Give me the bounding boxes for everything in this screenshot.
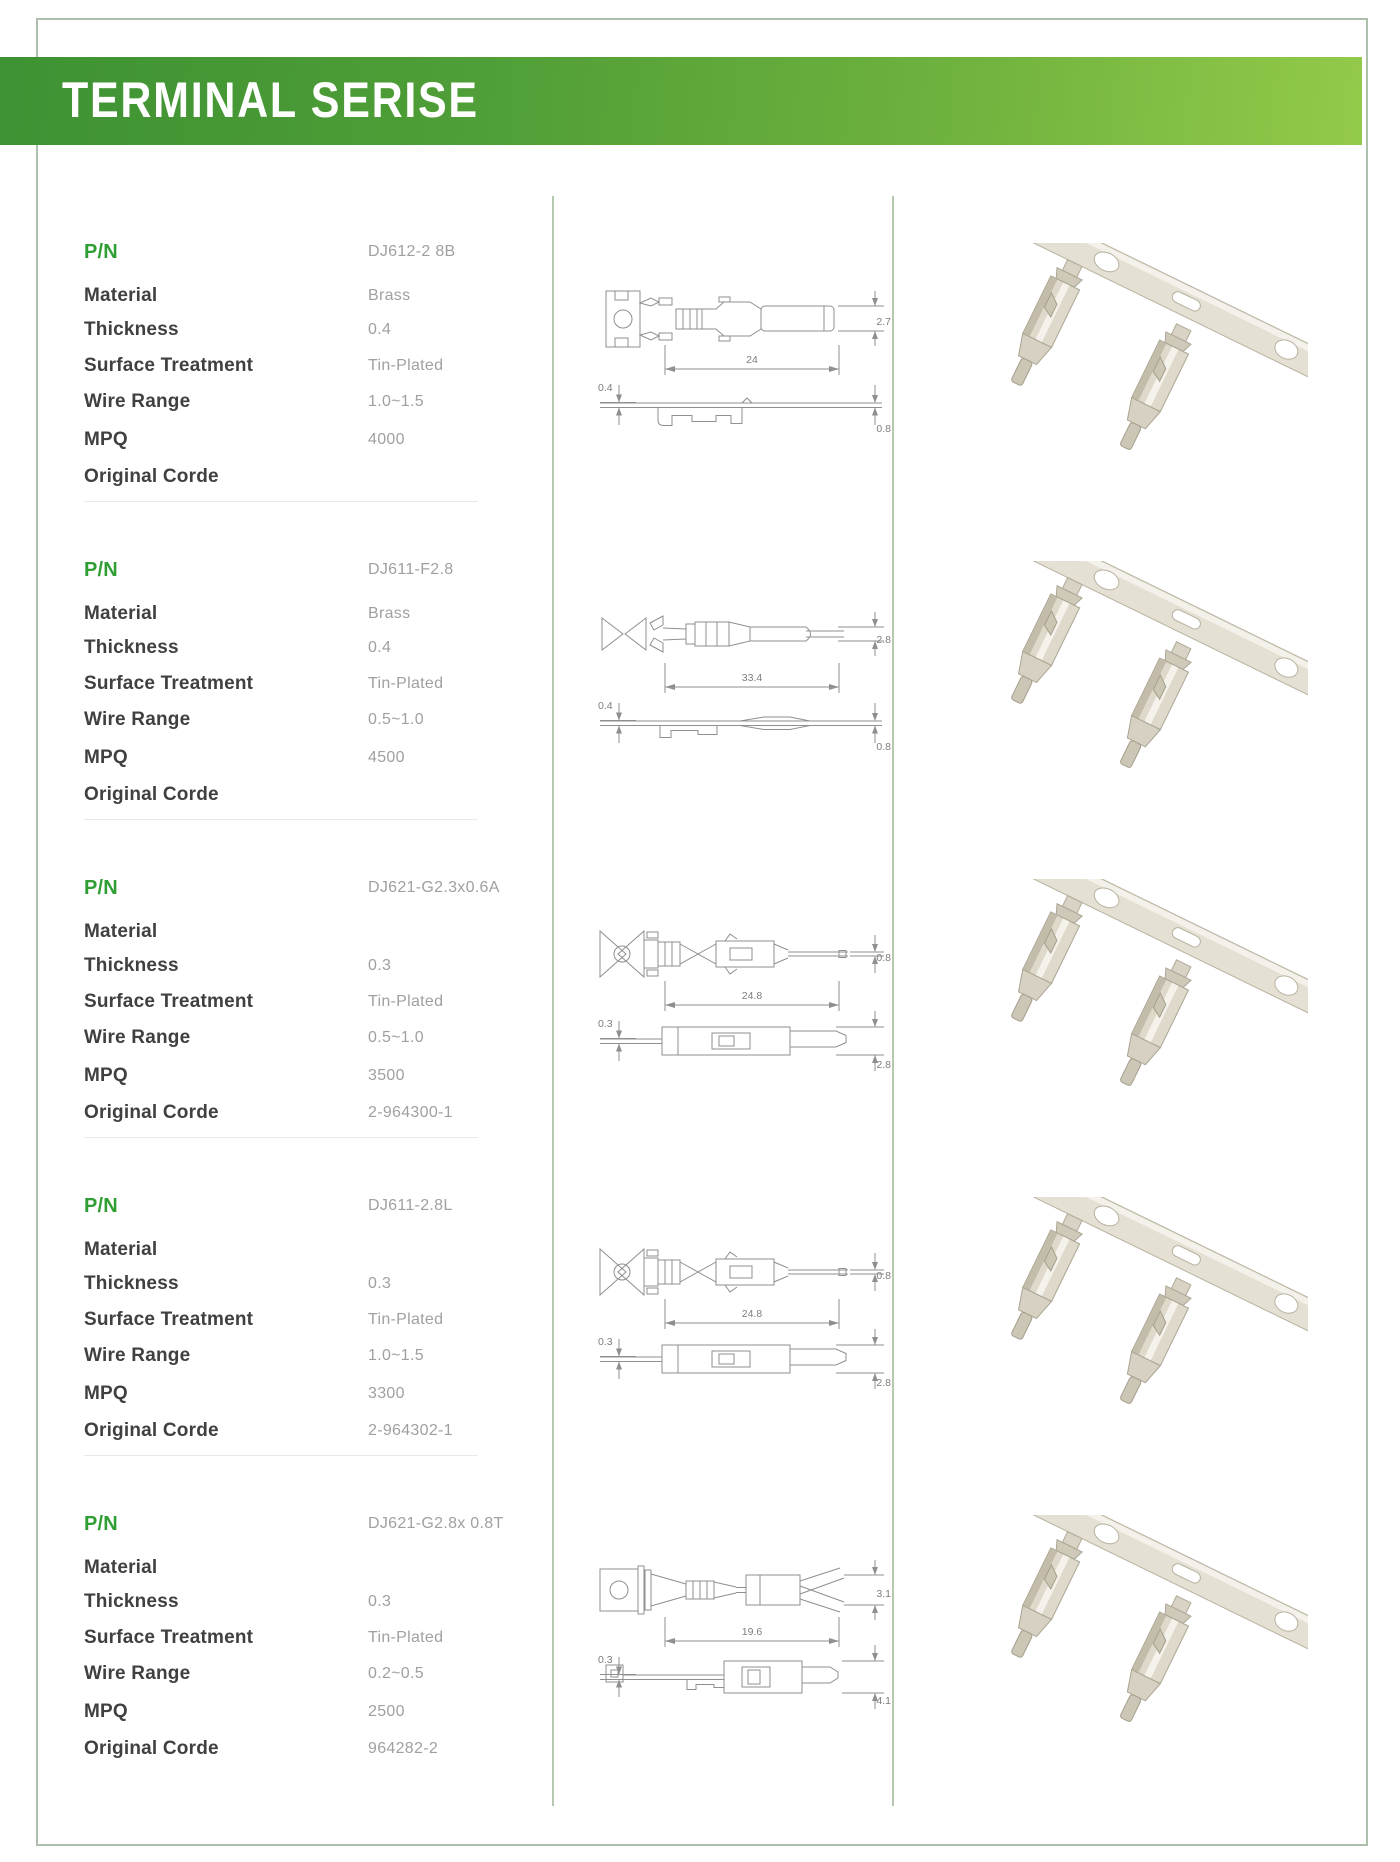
original-corde-label: Original Corde [84, 784, 219, 805]
surface-treatment-value: Tin-Plated [368, 357, 444, 374]
surface-treatment-value: Tin-Plated [368, 675, 444, 692]
thickness-label: Thickness [84, 319, 179, 340]
wire-range-value: 0.5~1.0 [368, 1029, 424, 1046]
dim-side-height: 2.8 [876, 1059, 891, 1071]
material-label: Material [84, 285, 158, 306]
dimension-annotations [598, 1588, 891, 1707]
original-corde-label: Original Corde [84, 1102, 219, 1123]
thickness-label: Thickness [84, 1591, 179, 1612]
wire-range-value: 1.0~1.5 [368, 1347, 424, 1364]
thickness-value: 0.3 [368, 1275, 392, 1292]
pn-label: P/N [84, 1513, 118, 1535]
dimension-annotations [598, 1270, 891, 1389]
dim-stock-thickness: 0.3 [598, 1654, 613, 1666]
thickness-value: 0.3 [368, 957, 392, 974]
pn-label: P/N [84, 241, 118, 263]
dim-top-height: 0.8 [876, 1270, 891, 1282]
mpq-value: 4000 [368, 431, 405, 448]
wire-range-value: 1.0~1.5 [368, 393, 424, 410]
surface-treatment-label: Surface Treatment [84, 1309, 254, 1330]
product-section [0, 1477, 1400, 1795]
original-corde-value: 2-964302-1 [368, 1422, 453, 1439]
product-photo [963, 879, 1308, 1147]
pn-value: DJ621-G2.8x 0.8T [368, 1515, 504, 1532]
mpq-label: MPQ [84, 1701, 128, 1722]
page-title: TERMINAL SERISE [62, 71, 479, 128]
pn-value: DJ621-G2.3x0.6A [368, 879, 500, 896]
wire-range-label: Wire Range [84, 1027, 191, 1048]
original-corde-value: 2-964300-1 [368, 1104, 453, 1121]
material-label: Material [84, 603, 158, 624]
product-photo [963, 1197, 1308, 1465]
pn-value: DJ612-2 8B [368, 243, 456, 260]
dim-overall-length: 24.8 [741, 1308, 763, 1320]
dim-stock-thickness: 0.3 [598, 1018, 613, 1030]
product-photo [963, 561, 1308, 829]
wire-range-label: Wire Range [84, 1345, 191, 1366]
technical-drawing [592, 1557, 894, 1717]
thickness-value: 0.4 [368, 321, 392, 338]
mpq-value: 2500 [368, 1703, 405, 1720]
dim-side-height: 2.8 [876, 1377, 891, 1389]
material-label: Material [84, 1557, 158, 1578]
sections-list [0, 205, 1400, 1795]
pn-value: DJ611-F2.8 [368, 561, 454, 578]
product-photo [963, 1515, 1308, 1783]
wire-range-value: 0.5~1.0 [368, 711, 424, 728]
title-banner [0, 57, 1362, 145]
material-label: Material [84, 921, 158, 942]
dim-side-height: 4.1 [876, 1695, 891, 1707]
wire-range-label: Wire Range [84, 391, 191, 412]
dim-top-height: 0.8 [876, 952, 891, 964]
mpq-label: MPQ [84, 429, 128, 450]
mpq-value: 4500 [368, 749, 405, 766]
dimension-annotations [598, 316, 891, 435]
dim-stock-thickness: 0.4 [598, 382, 613, 394]
dim-top-height: 2.8 [876, 634, 891, 646]
section-divider [84, 819, 478, 820]
pn-label: P/N [84, 559, 118, 581]
section-divider [84, 1455, 478, 1456]
original-corde-label: Original Corde [84, 466, 219, 487]
mpq-value: 3300 [368, 1385, 405, 1402]
dimension-annotations [598, 952, 891, 1071]
dim-top-height: 3.1 [876, 1588, 891, 1600]
original-corde-label: Original Corde [84, 1738, 219, 1759]
thickness-label: Thickness [84, 637, 179, 658]
material-value: Brass [368, 287, 411, 304]
technical-drawing [592, 921, 894, 1081]
pn-label: P/N [84, 877, 118, 899]
pn-value: DJ611-2.8L [368, 1197, 453, 1214]
material-value: Brass [368, 605, 411, 622]
surface-treatment-label: Surface Treatment [84, 673, 254, 694]
product-section [0, 1159, 1400, 1477]
dim-overall-length: 24 [746, 354, 758, 366]
thickness-label: Thickness [84, 955, 179, 976]
product-section [0, 841, 1400, 1159]
mpq-value: 3500 [368, 1067, 405, 1084]
product-section [0, 205, 1400, 523]
technical-drawing [592, 285, 894, 445]
original-corde-label: Original Corde [84, 1420, 219, 1441]
section-divider [84, 501, 478, 502]
technical-drawing [592, 603, 894, 763]
surface-treatment-value: Tin-Plated [368, 1629, 444, 1646]
dim-overall-length: 33.4 [741, 672, 763, 684]
dim-side-height: 0.8 [876, 423, 891, 435]
mpq-label: MPQ [84, 1383, 128, 1404]
section-divider [84, 1137, 478, 1138]
surface-treatment-label: Surface Treatment [84, 991, 254, 1012]
thickness-value: 0.3 [368, 1593, 392, 1610]
mpq-label: MPQ [84, 1065, 128, 1086]
surface-treatment-label: Surface Treatment [84, 1627, 254, 1648]
thickness-label: Thickness [84, 1273, 179, 1294]
surface-treatment-label: Surface Treatment [84, 355, 254, 376]
pn-label: P/N [84, 1195, 118, 1217]
wire-range-label: Wire Range [84, 709, 191, 730]
material-label: Material [84, 1239, 158, 1260]
dim-stock-thickness: 0.3 [598, 1336, 613, 1348]
mpq-label: MPQ [84, 747, 128, 768]
dimension-annotations [598, 634, 891, 753]
product-section [0, 523, 1400, 841]
surface-treatment-value: Tin-Plated [368, 993, 444, 1010]
dim-top-height: 2.7 [876, 316, 891, 328]
product-photo [963, 243, 1308, 511]
thickness-value: 0.4 [368, 639, 392, 656]
dim-stock-thickness: 0.4 [598, 700, 613, 712]
technical-drawing [592, 1239, 894, 1399]
surface-treatment-value: Tin-Plated [368, 1311, 444, 1328]
dim-overall-length: 24.8 [741, 990, 763, 1002]
dim-side-height: 0.8 [876, 741, 891, 753]
original-corde-value: 964282-2 [368, 1740, 439, 1757]
dim-overall-length: 19.6 [741, 1626, 763, 1638]
wire-range-label: Wire Range [84, 1663, 191, 1684]
wire-range-value: 0.2~0.5 [368, 1665, 424, 1682]
